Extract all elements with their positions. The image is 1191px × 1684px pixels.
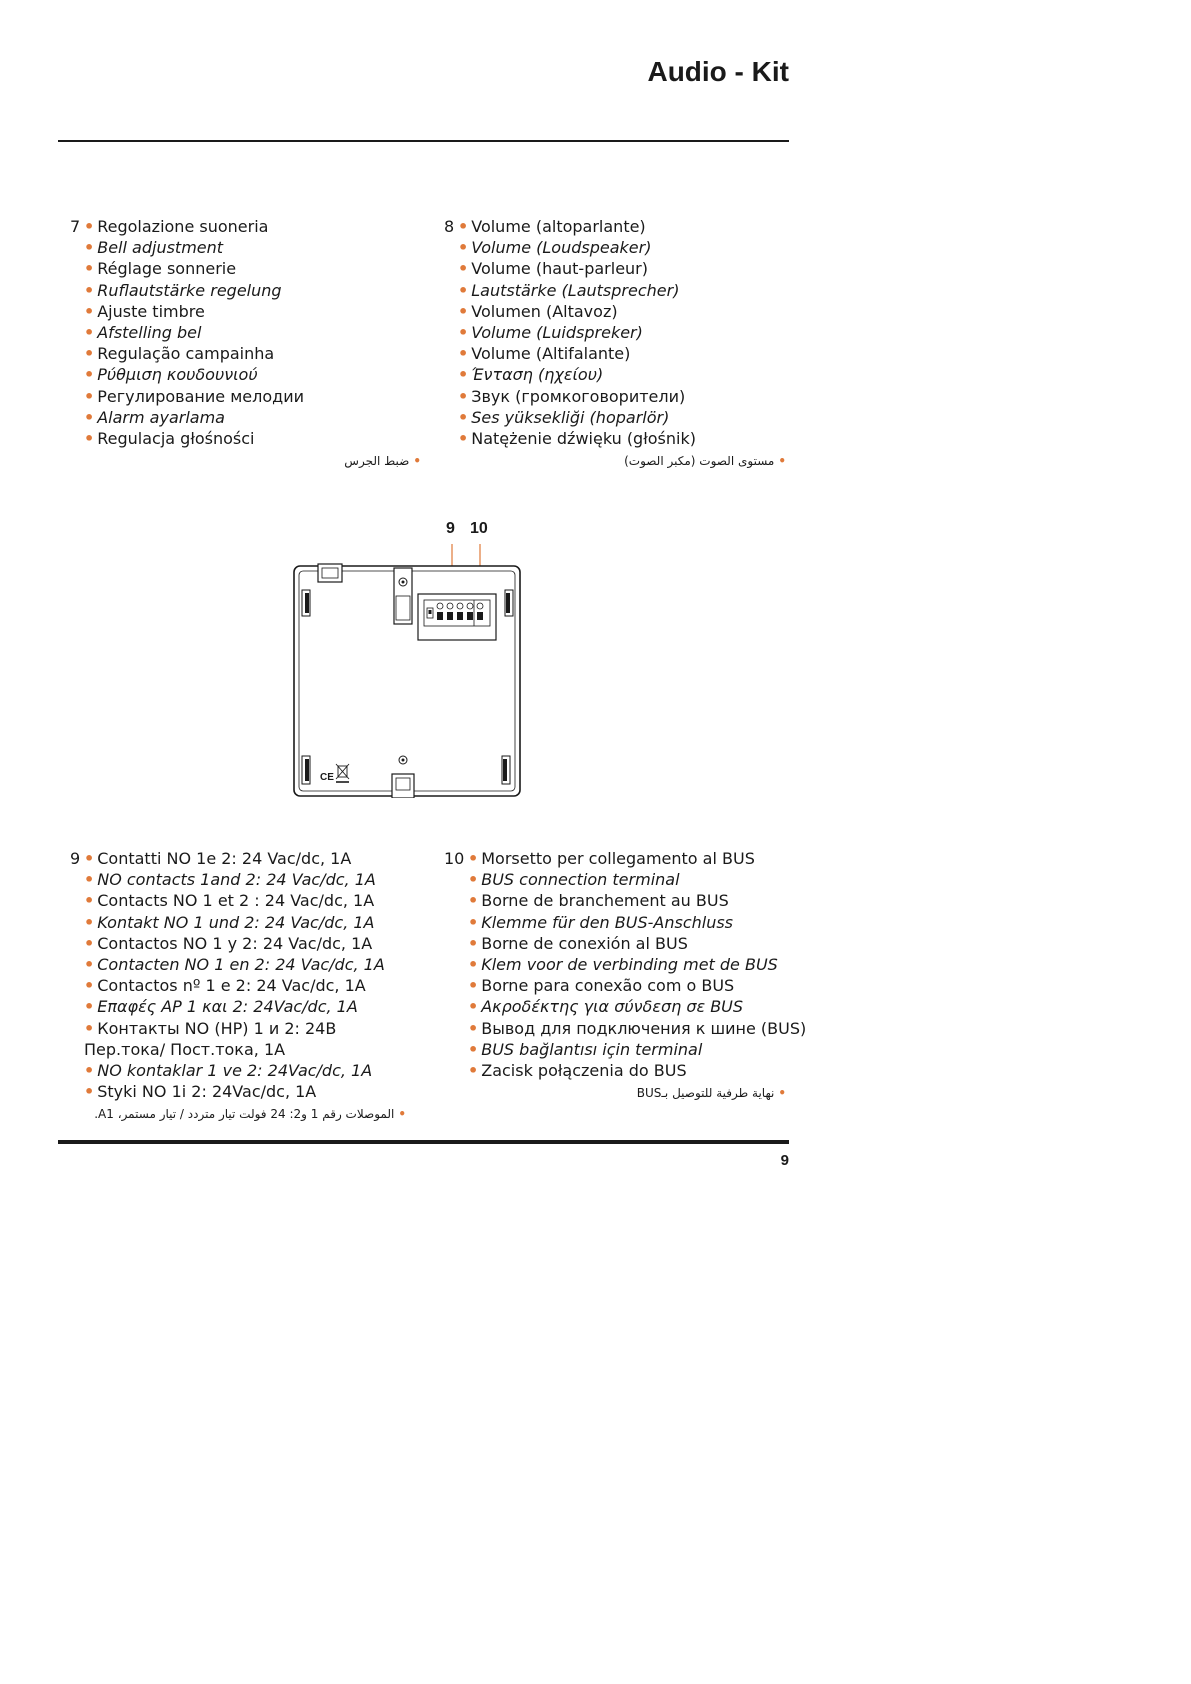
list-item: [458, 386, 789, 407]
list-item-text: Ρύθμιση κουδουνιού: [97, 365, 258, 385]
list-item-text: NO contacts 1and 2: 24 Vac/dc, 1A: [97, 870, 376, 890]
bullet-icon: •: [468, 870, 479, 890]
list-item-text: BUS bağlantısı için terminal: [481, 1039, 703, 1059]
list-item-text: Regolazione suoneria: [97, 217, 269, 236]
bullet-icon: •: [84, 849, 95, 868]
bullet-icon: •: [84, 301, 95, 321]
list-item: [84, 407, 430, 428]
bullet-icon: •: [84, 1061, 95, 1081]
bullet-icon: •: [468, 849, 479, 868]
list-item-text: Afstelling bel: [97, 323, 202, 343]
list-item-text: Borne de conexión al BUS: [481, 933, 688, 953]
section-number: 9: [70, 849, 81, 868]
list-item: [84, 975, 400, 996]
bullet-icon: •: [468, 997, 479, 1017]
bullet-icon: •: [458, 301, 469, 321]
list-item: [84, 1060, 400, 1081]
list-item: [468, 869, 789, 890]
list-item: [84, 933, 400, 954]
list-item: [84, 216, 430, 237]
bullet-icon: •: [84, 955, 95, 975]
list-item: [84, 869, 400, 890]
bullet-icon: •: [468, 891, 479, 911]
bullet-icon: •: [84, 280, 95, 300]
callout-10: 10: [470, 520, 488, 537]
bullet-icon: •: [84, 259, 95, 279]
device-rear-diagram: [290, 538, 530, 798]
arabic-text: •ضبط الجرس: [344, 454, 421, 468]
page-title: Audio - Kit: [647, 56, 789, 87]
list-item: [468, 975, 789, 996]
list-item: [458, 216, 789, 237]
list-item-text: Volume (Altifalante): [471, 344, 631, 364]
list-item: [84, 280, 430, 301]
bullet-icon: •: [458, 259, 469, 279]
bullet-icon: •: [458, 429, 469, 449]
list-item-text: Regulacja głośności: [97, 429, 255, 449]
list-item-text: Alarm ayarlama: [97, 407, 225, 427]
bullet-icon: •: [458, 386, 469, 406]
bullet-icon: •: [468, 1018, 479, 1038]
section-bell-adjustment: [70, 216, 430, 468]
list-item-text: Volume (Loudspeaker): [471, 238, 652, 258]
bullet-icon: •: [458, 365, 469, 385]
bullet-icon: •: [458, 217, 469, 236]
list-item-text: Regulação campainha: [97, 344, 275, 364]
bullet-icon: •: [84, 365, 95, 385]
list-item-text: Επαφές AP 1 και 2: 24Vac/dc, 1A: [97, 997, 358, 1017]
list-item: [84, 890, 400, 911]
list-item: [84, 954, 400, 975]
bullet-icon: •: [413, 454, 421, 468]
list-item-text: Zacisk połączenia do BUS: [481, 1061, 687, 1081]
list-item-text: Звук (громкоговорители): [471, 386, 686, 406]
bullet-icon: •: [84, 407, 95, 427]
bullet-icon: •: [84, 1082, 95, 1102]
list-item: [84, 343, 430, 364]
page-number: 9: [780, 1152, 789, 1169]
header-divider: [58, 140, 789, 142]
arabic-text: •الموصلات رقم 1 و2: 24 فولت تيار متردد / تيار مستمر، A1.: [94, 1107, 406, 1121]
section-number: 8: [444, 217, 455, 236]
list-item-text: Lautstärke (Lautsprecher): [471, 280, 680, 300]
bullet-icon: •: [84, 429, 95, 449]
list-item: [84, 364, 430, 385]
section-number: 10: [444, 849, 465, 868]
list-item-text: Styki NO 1i 2: 24Vac/dc, 1A: [97, 1082, 317, 1102]
bullet-icon: •: [398, 1107, 406, 1121]
list-item: [84, 1018, 384, 1060]
list-item: [458, 407, 789, 428]
list-item-text: Ruflautstärke regelung: [97, 280, 282, 300]
list-item: [468, 933, 789, 954]
bullet-icon: •: [84, 891, 95, 911]
callout-9: 9: [446, 520, 455, 537]
list-item: [468, 1018, 807, 1039]
bullet-icon: •: [458, 344, 469, 364]
list-item-text: NO kontaklar 1 ve 2: 24Vac/dc, 1A: [97, 1061, 373, 1081]
list-item: [468, 954, 789, 975]
list-item: [458, 322, 789, 343]
bullet-icon: •: [468, 1061, 479, 1081]
ce-mark: CE: [320, 772, 334, 783]
bullet-icon: •: [458, 280, 469, 300]
bullet-icon: •: [458, 323, 469, 343]
bullet-icon: •: [468, 912, 479, 932]
bullet-icon: •: [84, 933, 95, 953]
list-item-text: Klem voor de verbinding met de BUS: [481, 955, 778, 975]
bullet-icon: •: [84, 976, 95, 996]
list-item-text: Ένταση (ηχείου): [471, 365, 604, 385]
list-item-text: Borne de branchement au BUS: [481, 891, 729, 911]
list-item-text: Contactos NO 1 y 2: 24 Vac/dc, 1A: [97, 933, 373, 953]
list-item-text: Ajuste timbre: [97, 301, 205, 321]
list-item: [458, 343, 789, 364]
list-item-text: Contactos nº 1 e 2: 24 Vac/dc, 1A: [97, 976, 366, 996]
list-item-text: Volumen (Altavoz): [471, 301, 618, 321]
list-item: [84, 848, 400, 869]
bullet-icon: •: [468, 955, 479, 975]
list-item: [458, 280, 789, 301]
section-contacts: [70, 848, 406, 1121]
list-item-text: Contacten NO 1 en 2: 24 Vac/dc, 1A: [97, 955, 385, 975]
arabic-text: •نهاية طرفية للتوصيل بـBUS: [636, 1086, 786, 1100]
list-item: [468, 890, 789, 911]
list-item: [84, 322, 430, 343]
bullet-icon: •: [458, 407, 469, 427]
list-item-text: Volume (Luidspreker): [471, 323, 643, 343]
list-item: [458, 428, 789, 449]
list-item: [468, 1039, 789, 1060]
bullet-icon: •: [84, 870, 95, 890]
list-item-text: Réglage sonnerie: [97, 259, 237, 279]
list-item: [458, 237, 789, 258]
list-item: [458, 364, 789, 385]
section-bus-terminal: [444, 848, 807, 1100]
list-item-text: Ses yüksekliği (hoparlör): [471, 407, 670, 427]
list-item: [84, 428, 430, 449]
list-item-text: BUS connection terminal: [481, 870, 680, 890]
list-item-text: Bell adjustment: [97, 238, 224, 258]
list-item-text: Ακροδέκτης για σύνδεση σε BUS: [481, 997, 744, 1017]
list-item-text: Borne para conexão com o BUS: [481, 976, 735, 996]
footer-divider: [58, 1140, 789, 1144]
list-item: [84, 996, 400, 1017]
list-item: [468, 996, 789, 1017]
list-item-text: Kontakt NO 1 und 2: 24 Vac/dc, 1A: [97, 912, 375, 932]
list-item: [84, 1081, 400, 1102]
list-item: [84, 386, 430, 407]
list-item: [468, 1060, 789, 1081]
list-item-text: Natężenie dźwięku (głośnik): [471, 429, 696, 449]
bullet-icon: •: [458, 238, 469, 258]
bullet-icon: •: [84, 217, 95, 236]
bullet-icon: •: [84, 344, 95, 364]
bullet-icon: •: [778, 1086, 786, 1100]
bullet-icon: •: [778, 454, 786, 468]
list-item-text: Morsetto per collegamento al BUS: [481, 849, 755, 868]
list-item-text: Регулирование мелодии: [97, 386, 304, 406]
bullet-icon: •: [84, 997, 95, 1017]
list-item: [84, 237, 430, 258]
list-item-text: Volume (haut-parleur): [471, 259, 648, 279]
bullet-icon: •: [84, 323, 95, 343]
list-item-text: Klemme für den BUS-Anschluss: [481, 912, 734, 932]
list-item: [84, 912, 400, 933]
list-item-text: Вывод для подключения к шине (BUS): [481, 1018, 807, 1038]
list-item-text: Контакты NO (НР) 1 и 2: 24В Пер.тока/ Пост.тока, 1А: [84, 1018, 337, 1059]
arabic-text: •مستوى الصوت (مكبر الصوت): [624, 454, 786, 468]
list-item-text: Contacts NO 1 et 2 : 24 Vac/dc, 1A: [97, 891, 375, 911]
bullet-icon: •: [84, 912, 95, 932]
bullet-icon: •: [84, 1018, 95, 1038]
list-item: [458, 258, 789, 279]
bullet-icon: •: [84, 238, 95, 258]
bullet-icon: •: [468, 933, 479, 953]
section-number: 7: [70, 217, 81, 236]
list-item-text: Volume (altoparlante): [471, 217, 646, 236]
list-item: [84, 301, 430, 322]
list-item: [84, 258, 430, 279]
list-item: [468, 912, 789, 933]
list-item-text: Contatti NO 1e 2: 24 Vac/dc, 1A: [97, 849, 352, 868]
bullet-icon: •: [468, 976, 479, 996]
section-volume: [444, 216, 789, 468]
list-item: [468, 848, 789, 869]
bullet-icon: •: [84, 386, 95, 406]
list-item: [458, 301, 789, 322]
bullet-icon: •: [468, 1039, 479, 1059]
